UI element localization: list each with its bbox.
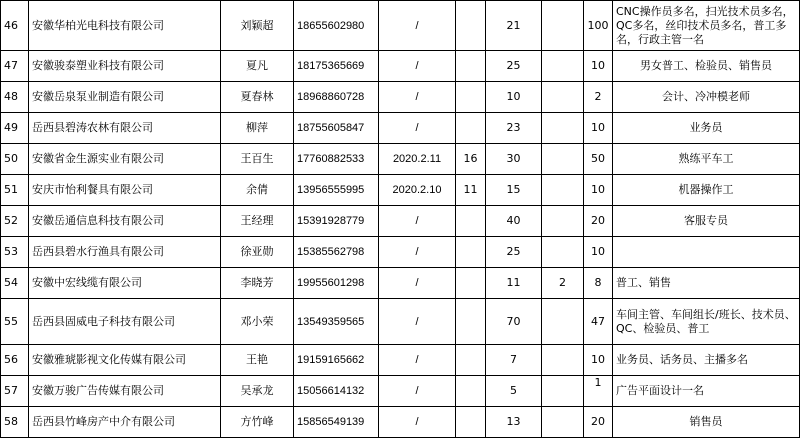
date-cell: 2020.2.11 bbox=[379, 144, 456, 175]
table-row bbox=[1, 299, 800, 345]
phone-number: 13956555995 bbox=[294, 175, 379, 206]
positions-cell: 广告平面设计一名 bbox=[613, 376, 800, 407]
phone-number: 18175365669 bbox=[294, 51, 379, 82]
row-number: 52 bbox=[1, 206, 29, 237]
count-a bbox=[456, 237, 486, 268]
contact-person: 余倩 bbox=[221, 175, 294, 206]
date-cell: / bbox=[379, 51, 456, 82]
count-a bbox=[456, 206, 486, 237]
count-c bbox=[542, 51, 584, 82]
count-c bbox=[542, 113, 584, 144]
row-number: 47 bbox=[1, 51, 29, 82]
count-d: 10 bbox=[584, 51, 613, 82]
count-c bbox=[542, 1, 584, 51]
table-row bbox=[1, 206, 800, 237]
positions-cell: 机器操作工 bbox=[613, 175, 800, 206]
count-a bbox=[456, 268, 486, 299]
company-name: 岳西县竹峰房产中介有限公司 bbox=[29, 407, 221, 438]
phone-number: 18655602980 bbox=[294, 1, 379, 51]
phone-number: 19159165662 bbox=[294, 345, 379, 376]
table-row bbox=[1, 51, 800, 82]
count-a bbox=[456, 1, 486, 51]
company-name: 安徽岳泉泵业制造有限公司 bbox=[29, 82, 221, 113]
count-d: 1 bbox=[584, 376, 613, 407]
phone-number: 15056614132 bbox=[294, 376, 379, 407]
date-cell: / bbox=[379, 206, 456, 237]
count-b: 7 bbox=[486, 345, 542, 376]
row-number: 49 bbox=[1, 113, 29, 144]
count-d: 10 bbox=[584, 113, 613, 144]
count-b: 40 bbox=[486, 206, 542, 237]
contact-person: 王经理 bbox=[221, 206, 294, 237]
positions-cell: 销售员 bbox=[613, 407, 800, 438]
contact-person: 刘颖超 bbox=[221, 1, 294, 51]
row-number: 57 bbox=[1, 376, 29, 407]
row-number: 53 bbox=[1, 237, 29, 268]
count-b: 13 bbox=[486, 407, 542, 438]
count-c bbox=[542, 175, 584, 206]
count-d: 10 bbox=[584, 175, 613, 206]
row-number: 51 bbox=[1, 175, 29, 206]
row-number: 48 bbox=[1, 82, 29, 113]
phone-number: 15391928779 bbox=[294, 206, 379, 237]
date-cell: / bbox=[379, 299, 456, 345]
company-name: 安徽雅琥影视文化传媒有限公司 bbox=[29, 345, 221, 376]
count-d: 10 bbox=[584, 237, 613, 268]
phone-number: 19955601298 bbox=[294, 268, 379, 299]
count-b: 10 bbox=[486, 82, 542, 113]
positions-cell: CNC操作员多名，扫光技术员多名，QC多名，丝印技术员多名，普工多名，行政主管一名 bbox=[613, 1, 800, 51]
contact-person: 徐亚勋 bbox=[221, 237, 294, 268]
phone-number: 15856549139 bbox=[294, 407, 379, 438]
count-b: 21 bbox=[486, 1, 542, 51]
date-cell: / bbox=[379, 268, 456, 299]
company-name: 安徽省金生源实业有限公司 bbox=[29, 144, 221, 175]
count-b: 25 bbox=[486, 237, 542, 268]
count-d: 50 bbox=[584, 144, 613, 175]
positions-cell: 客服专员 bbox=[613, 206, 800, 237]
date-cell: / bbox=[379, 376, 456, 407]
company-name: 安徽骏泰塑业科技有限公司 bbox=[29, 51, 221, 82]
table-row bbox=[1, 82, 800, 113]
row-number: 58 bbox=[1, 407, 29, 438]
count-b: 5 bbox=[486, 376, 542, 407]
count-c bbox=[542, 206, 584, 237]
company-name: 安徽岳通信息科技有限公司 bbox=[29, 206, 221, 237]
date-cell: / bbox=[379, 82, 456, 113]
contact-person: 李晓芳 bbox=[221, 268, 294, 299]
table-body bbox=[1, 1, 800, 438]
count-c bbox=[542, 82, 584, 113]
company-name: 安徽华柏光电科技有限公司 bbox=[29, 1, 221, 51]
count-a bbox=[456, 345, 486, 376]
count-b: 23 bbox=[486, 113, 542, 144]
phone-number: 18755605847 bbox=[294, 113, 379, 144]
count-b: 30 bbox=[486, 144, 542, 175]
date-cell: / bbox=[379, 237, 456, 268]
table-row bbox=[1, 175, 800, 206]
count-c bbox=[542, 407, 584, 438]
contact-person: 王艳 bbox=[221, 345, 294, 376]
company-name: 安徽万骏广告传媒有限公司 bbox=[29, 376, 221, 407]
count-a bbox=[456, 407, 486, 438]
row-number: 50 bbox=[1, 144, 29, 175]
contact-person: 王百生 bbox=[221, 144, 294, 175]
table-row bbox=[1, 407, 800, 438]
count-b: 25 bbox=[486, 51, 542, 82]
table-row bbox=[1, 345, 800, 376]
date-cell: / bbox=[379, 345, 456, 376]
company-name: 安徽中宏线缆有限公司 bbox=[29, 268, 221, 299]
phone-number: 13549359565 bbox=[294, 299, 379, 345]
table-row bbox=[1, 237, 800, 268]
table-row bbox=[1, 144, 800, 175]
count-d: 47 bbox=[584, 299, 613, 345]
row-number: 55 bbox=[1, 299, 29, 345]
date-cell: / bbox=[379, 407, 456, 438]
table-row bbox=[1, 268, 800, 299]
phone-number: 17760882533 bbox=[294, 144, 379, 175]
count-b: 11 bbox=[486, 268, 542, 299]
count-d: 8 bbox=[584, 268, 613, 299]
count-a bbox=[456, 299, 486, 345]
count-d: 10 bbox=[584, 345, 613, 376]
positions-cell: 男女普工、检验员、销售员 bbox=[613, 51, 800, 82]
positions-cell: 会计、冷冲模老师 bbox=[613, 82, 800, 113]
contact-person: 夏春林 bbox=[221, 82, 294, 113]
count-c bbox=[542, 237, 584, 268]
company-name: 岳西县固威电子科技有限公司 bbox=[29, 299, 221, 345]
date-cell: 2020.2.10 bbox=[379, 175, 456, 206]
company-name: 安庆市怡利餐具有限公司 bbox=[29, 175, 221, 206]
positions-cell: 业务员 bbox=[613, 113, 800, 144]
count-b: 70 bbox=[486, 299, 542, 345]
table-row bbox=[1, 376, 800, 407]
date-cell: / bbox=[379, 113, 456, 144]
row-number: 54 bbox=[1, 268, 29, 299]
count-d: 2 bbox=[584, 82, 613, 113]
count-a bbox=[456, 376, 486, 407]
table-row bbox=[1, 113, 800, 144]
positions-cell: 熟练平车工 bbox=[613, 144, 800, 175]
count-a bbox=[456, 82, 486, 113]
contact-person: 柳萍 bbox=[221, 113, 294, 144]
positions-cell bbox=[613, 237, 800, 268]
count-a: 16 bbox=[456, 144, 486, 175]
count-a bbox=[456, 113, 486, 144]
count-d: 20 bbox=[584, 206, 613, 237]
row-number: 46 bbox=[1, 1, 29, 51]
count-c bbox=[542, 299, 584, 345]
count-c bbox=[542, 345, 584, 376]
count-c bbox=[542, 376, 584, 407]
contact-person: 吴承龙 bbox=[221, 376, 294, 407]
phone-number: 15385562798 bbox=[294, 237, 379, 268]
row-number: 56 bbox=[1, 345, 29, 376]
count-a: 11 bbox=[456, 175, 486, 206]
count-a bbox=[456, 51, 486, 82]
date-cell: / bbox=[379, 1, 456, 51]
contact-person: 邓小荣 bbox=[221, 299, 294, 345]
table-row bbox=[1, 1, 800, 51]
contact-person: 方竹峰 bbox=[221, 407, 294, 438]
company-name: 岳西县碧水行渔具有限公司 bbox=[29, 237, 221, 268]
positions-cell: 普工、销售 bbox=[613, 268, 800, 299]
count-d: 100 bbox=[584, 1, 613, 51]
count-c bbox=[542, 144, 584, 175]
count-c: 2 bbox=[542, 268, 584, 299]
positions-cell: 业务员、话务员、主播多名 bbox=[613, 345, 800, 376]
positions-cell: 车间主管、车间组长/班长、技术员、QC、检验员、普工 bbox=[613, 299, 800, 345]
company-name: 岳西县碧涛农林有限公司 bbox=[29, 113, 221, 144]
count-d: 20 bbox=[584, 407, 613, 438]
phone-number: 18968860728 bbox=[294, 82, 379, 113]
contact-person: 夏凡 bbox=[221, 51, 294, 82]
count-b: 15 bbox=[486, 175, 542, 206]
